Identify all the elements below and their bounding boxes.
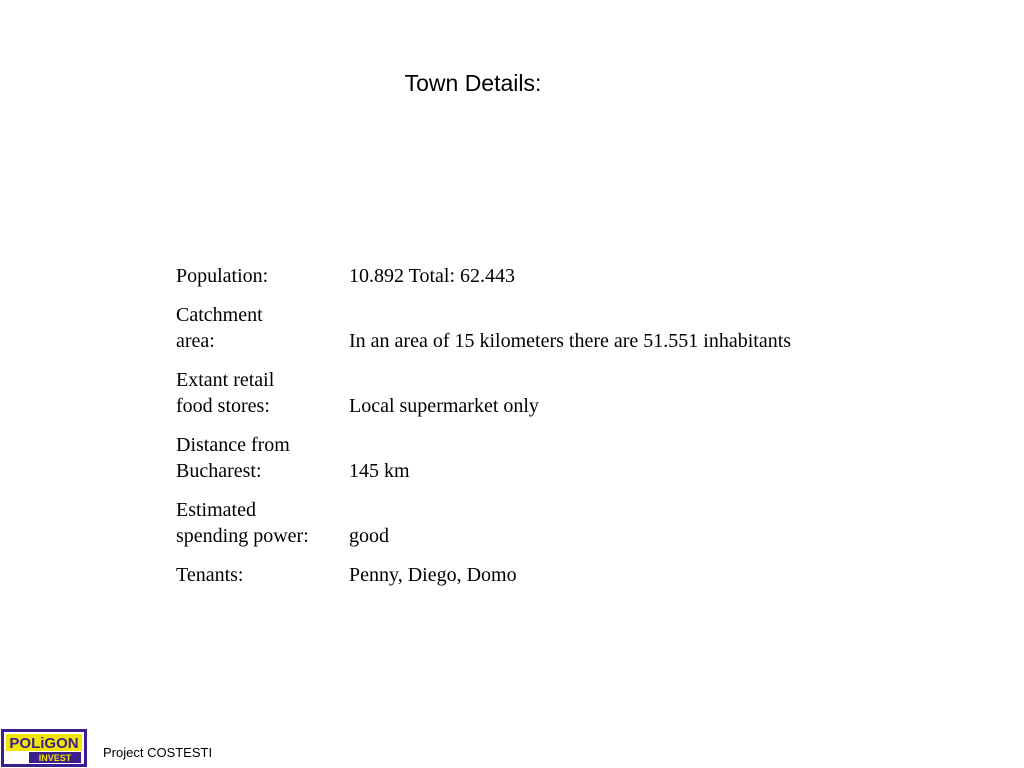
project-name: Project COSTESTI [103, 745, 213, 760]
detail-value: 145 km [349, 460, 410, 482]
detail-row-retail [176, 367, 791, 432]
detail-row-tenants [176, 562, 791, 588]
detail-value: In an area of 15 kilometers there are 51.551 inhabitants [349, 330, 792, 352]
detail-value: good [349, 525, 389, 547]
detail-label: Population: [176, 265, 269, 287]
detail-label: Estimated spending power: [176, 499, 309, 547]
detail-label: Catchment area: [176, 304, 263, 352]
detail-label: Distance from Bucharest: [176, 434, 290, 482]
detail-value: Local supermarket only [349, 395, 539, 417]
logo-text-top: POLiGON [9, 735, 79, 752]
detail-row-spending [176, 497, 791, 562]
detail-row-catchment [176, 302, 791, 367]
detail-row-population [176, 263, 791, 302]
page-title: Town Details: [404, 70, 542, 96]
detail-label: Tenants: [176, 564, 244, 586]
detail-label: Extant retail food stores: [176, 369, 275, 417]
poligon-invest-logo [1, 729, 87, 767]
detail-row-distance [176, 432, 791, 497]
town-details-table [176, 263, 791, 588]
detail-value: 10.892 Total: 62.443 [349, 265, 516, 287]
logo-text-bottom: INVEST [38, 753, 72, 763]
detail-value: Penny, Diego, Domo [349, 564, 517, 586]
